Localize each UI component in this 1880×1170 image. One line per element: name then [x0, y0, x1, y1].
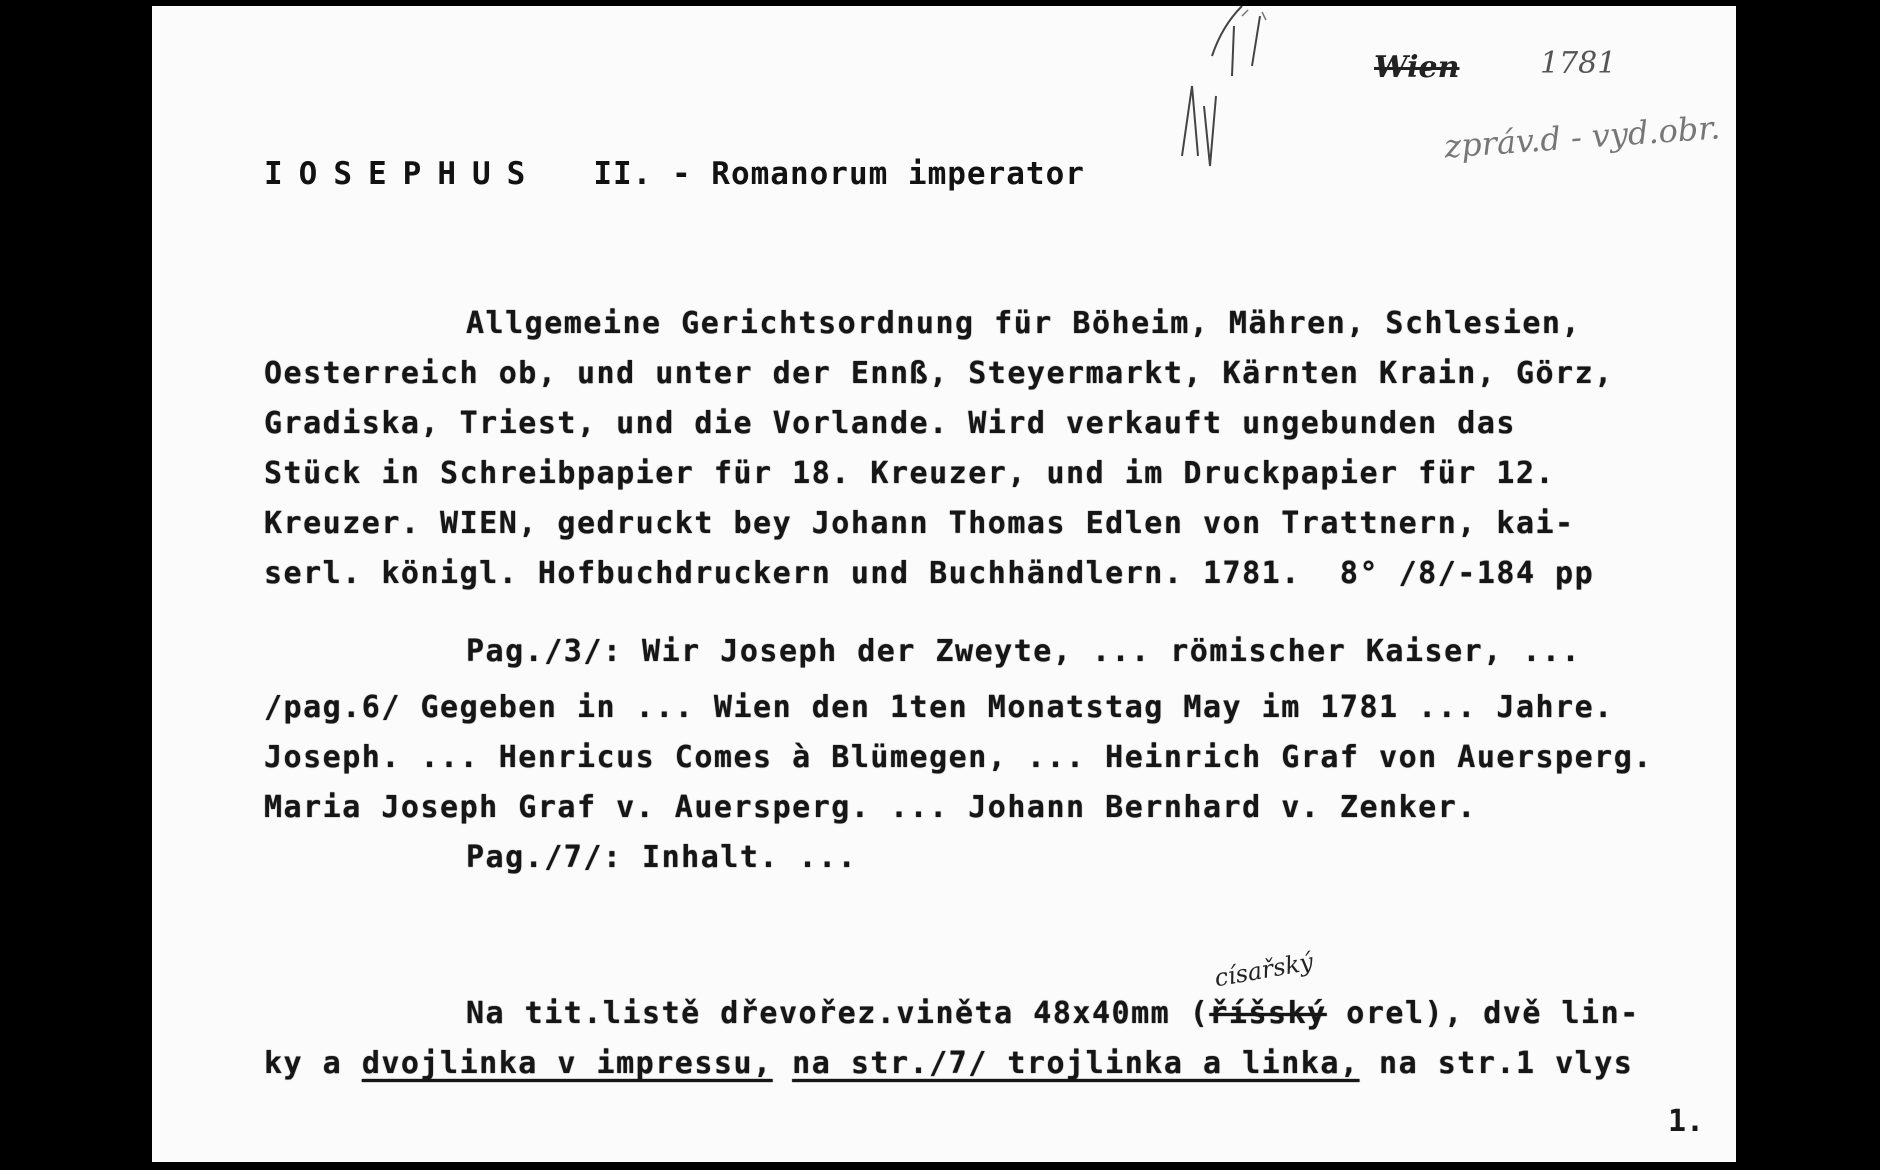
note-underlined-1: dvojlinka v impressu, — [361, 1046, 773, 1081]
author-title: II. - Romanorum imperator — [593, 156, 1085, 192]
author-name: IOSEPHUS — [264, 156, 542, 192]
note-struck-word: říšský — [1209, 996, 1327, 1031]
pagination-line-1: Pag./3/: Wir Joseph der Zweyte, ... römischer Kaiser, ... — [466, 634, 1582, 669]
note-line-1 — [466, 996, 1640, 1031]
page-number: 1. — [1668, 1104, 1705, 1139]
handwritten-year: 1781 — [1540, 46, 1617, 81]
note-line-2 — [264, 1046, 1633, 1081]
note-line-2-middle — [773, 1046, 793, 1081]
title-line-6: serl. königl. Hofbuchdruckern und Buchhändlern. 1781. 8° /8/-184 pp — [264, 556, 1595, 591]
pagination-line-4: Maria Joseph Graf v. Auersperg. ... Johann Bernhard v. Zenker. — [264, 790, 1477, 825]
card-heading — [264, 156, 1085, 192]
handwritten-note: zpráv.d - vyd.obr. — [1443, 108, 1722, 166]
handwritten-correction: císařský — [1212, 947, 1316, 993]
title-line-1: Allgemeine Gerichtsordnung für Böheim, Mähren, Schlesien, — [466, 306, 1582, 341]
pagination-line-5: Pag./7/: Inhalt. ... — [466, 840, 858, 875]
title-line-3: Gradiska, Triest, und die Vorlande. Wird verkauft ungebunden das — [264, 406, 1516, 441]
title-line-4: Stück in Schreibpapier für 18. Kreuzer, und im Druckpapier für 12. — [264, 456, 1556, 491]
note-line-1-start: Na tit.listě dřevořez.viněta 48x40mm ( — [466, 996, 1210, 1031]
pencil-scribble — [1112, 6, 1372, 176]
title-line-5: Kreuzer. WIEN, gedruckt bey Johann Thomas Edlen von Trattnern, kai- — [264, 506, 1575, 541]
catalog-card — [152, 6, 1736, 1162]
note-line-1-end: orel), dvě lin- — [1326, 996, 1640, 1031]
note-underlined-2: na str./7/ trojlinka a linka, — [792, 1046, 1360, 1081]
note-line-2-end: na str.1 vlys — [1359, 1046, 1634, 1081]
note-line-2-start: ky a — [264, 1046, 362, 1081]
handwritten-place: Wien — [1374, 50, 1460, 85]
title-line-2: Oesterreich ob, und unter der Ennß, Steyermarkt, Kärnten Krain, Görz, — [264, 356, 1614, 391]
pagination-line-2: /pag.6/ Gegeben in ... Wien den 1ten Monatstag May im 1781 ... Jahre. — [264, 690, 1614, 725]
pagination-line-3: Joseph. ... Henricus Comes à Blümegen, ... Heinrich Graf von Auersperg. — [264, 740, 1653, 775]
